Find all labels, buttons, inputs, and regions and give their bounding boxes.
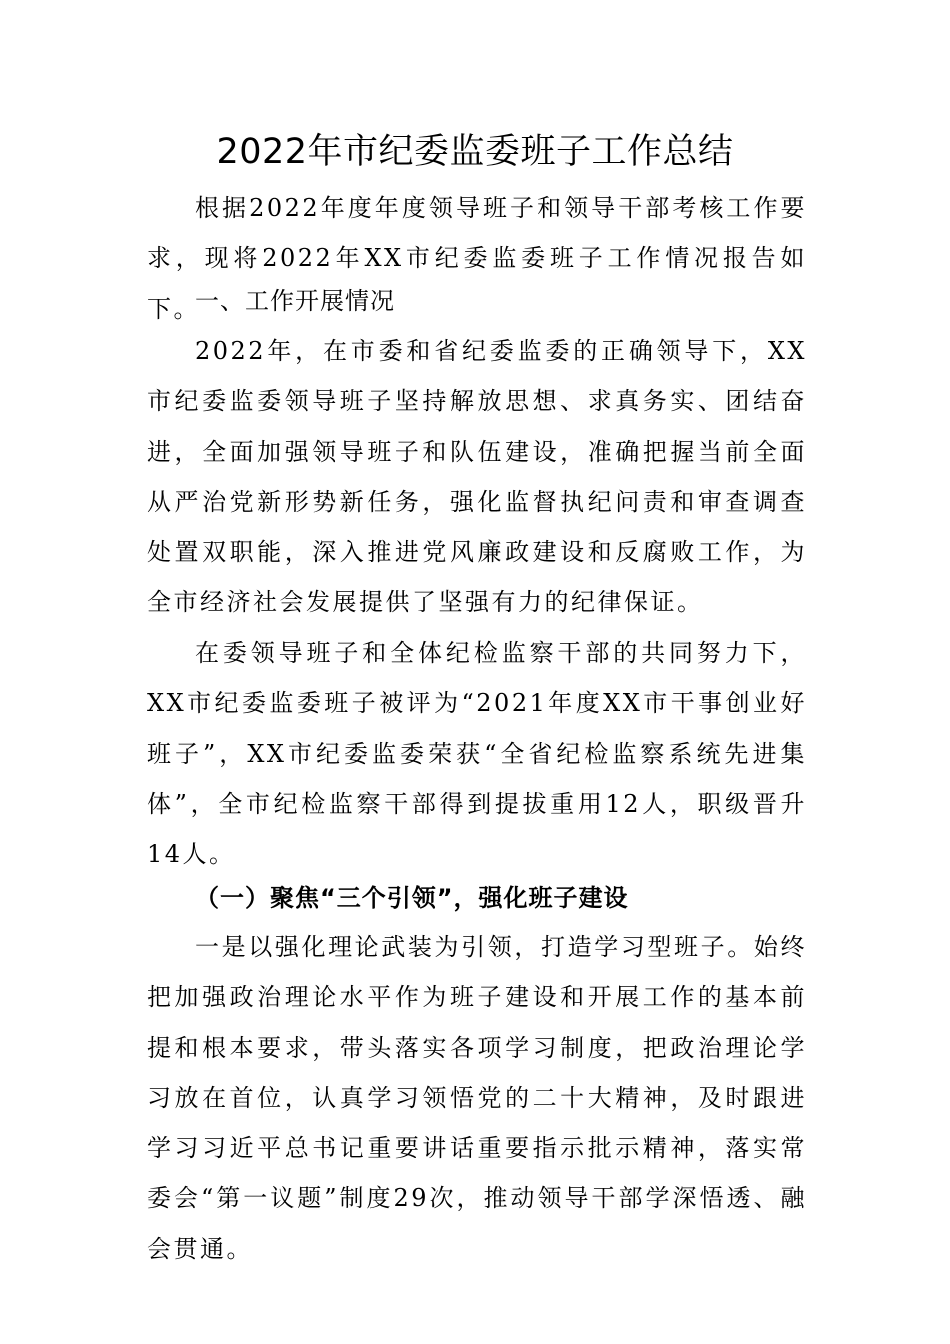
body-paragraph: 一是以强化理论武装为引领，打造学习型班子。始终把加强政治理论水平作为班子建设和开展工作的基本前提和根本要求，带头落实各项学习制度，把政治理论学习放在首位，认真学习领悟党的二十大精神，及时跟进学习习近平总书记重要讲话重要指示批示精神，落实常委会“第一议题”制度29次，推动领导干部学深悟透、融会贯通。 — [147, 933, 807, 1263]
section-heading: 一、工作开展情况 — [195, 287, 395, 315]
body-paragraph: 在委领导班子和全体纪检监察干部的共同努力下，XX市纪委监委班子被评为“2021年度XX市干事创业好班子”，XX市纪委监委荣获“全省纪检监察系统先进集体”，全市纪检监察干部得到提拔重用12人，职级晋升14人。 — [147, 639, 807, 869]
subsection-heading: （一）聚焦“三个引领”，强化班子建设 — [195, 884, 629, 912]
intro-paragraph: 根据2022年度年度领导班子和领导干部考核工作要求，现将2022年XX市纪委监委班子工作情况报告如下。 — [147, 194, 807, 323]
document-title: 2022年市纪委监委班子工作总结 — [216, 132, 734, 172]
body-paragraph: 2022年，在市委和省纪委监委的正确领导下，XX市纪委监委领导班子坚持解放思想、求真务实、团结奋进，全面加强领导班子和队伍建设，准确把握当前全面从严治党新形势新任务，强化监督执纪问责和审查调查处置双职能，深入推进党风廉政建设和反腐败工作，为全市经济社会发展提供了坚强有力的纪律保证。 — [147, 337, 807, 617]
